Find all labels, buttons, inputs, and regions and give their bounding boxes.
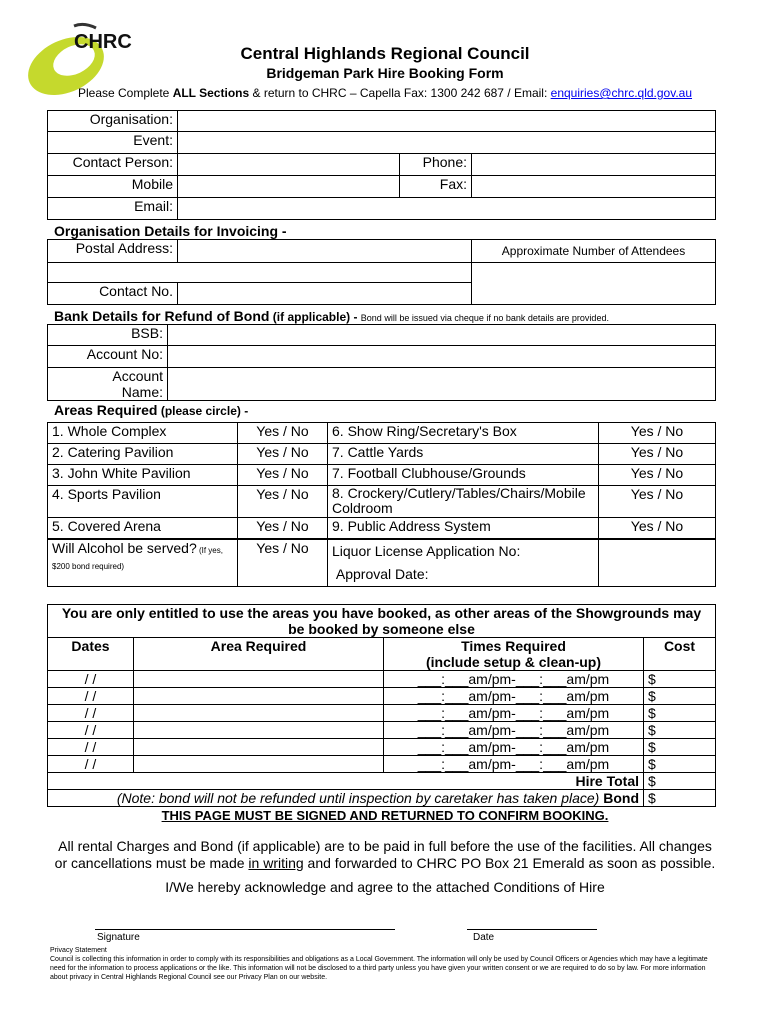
time-field[interactable]: ___:___am/pm-___:___am/pm [384,756,644,773]
contact-no-field[interactable] [178,283,472,305]
phone-label: Phone: [400,154,472,176]
yes-no[interactable]: Yes / No [238,486,328,518]
instructions: Please Complete ALL Sections & return to CHRC – Capella Fax: 1300 242 687 / Email: enquiries@chrc.qld.gov.au [77,86,693,100]
cost-field[interactable]: $ [644,722,716,739]
account-no-label: Account No: [48,346,168,368]
council-name: Central Highlands Regional Council [240,44,530,63]
yes-no[interactable]: Yes / No [599,444,716,465]
date-field[interactable]: / / [48,722,134,739]
event-label: Event: [48,132,178,154]
attendees-label: Approximate Number of Attendees [472,240,716,263]
contact-no-label: Contact No. [48,283,178,305]
email-label: Email: [48,198,178,220]
bookings-table [47,604,716,807]
alcohol-yes-no[interactable]: Yes / No [238,539,328,587]
bond-label: (Note: bond will not be refunded until inspection by caretaker has taken place) Bond [48,790,644,807]
cost-field[interactable]: $ [644,671,716,688]
yes-no[interactable]: Yes / No [238,444,328,465]
bank-table [47,324,716,401]
area-field[interactable] [134,722,384,739]
cost-field[interactable]: $ [644,756,716,773]
yes-no[interactable]: Yes / No [599,465,716,486]
time-field[interactable]: ___:___am/pm-___:___am/pm [384,705,644,722]
yes-no[interactable]: Yes / No [238,423,328,444]
areas-table [47,422,716,587]
payment-terms: All rental Charges and Bond (if applicable) are to be paid in full before the use of the facilities. All changes or cancellations must be made in writing and forwarded to CHRC PO Box 21 Emerald as soon as possible. [54,838,716,871]
date-field[interactable]: / / [48,756,134,773]
area-item: 6. Show Ring/Secretary's Box [328,423,599,444]
bsb-label: BSB: [48,325,168,346]
yes-no[interactable]: Yes / No [238,465,328,486]
area-item: 5. Covered Arena [48,518,238,539]
organisation-field[interactable] [178,111,716,132]
liquor-field[interactable] [599,539,716,587]
email-link[interactable]: enquiries@chrc.qld.gov.au [550,86,693,100]
organisation-label: Organisation: [48,111,178,132]
logo-text: CHRC [74,31,132,53]
area-field[interactable] [134,688,384,705]
area-item: 7. Cattle Yards [328,444,599,465]
time-field[interactable]: ___:___am/pm-___:___am/pm [384,739,644,756]
yes-no[interactable]: Yes / No [599,486,716,518]
privacy-statement: Privacy Statement Council is collecting this information in order to comply with its responsibilities and obligations as a Local Government. The information will only be used by Council Officers or Agencies which may have a legitimate need for the information to process applications or the like. This information will not be disclosed to a third party unless you have given your written consent or we are required to do so by law. For more information about privacy in Central Highlands Regional Council see our Privacy Plan on our website. [50,947,708,981]
postal-field-2[interactable] [48,263,472,283]
bank-heading: Bank Details for Refund of Bond (if applicable) - Bond will be issued via cheque if no bank details are provided. [54,308,609,324]
postal-label: Postal Address: [48,240,178,263]
areas-heading: Areas Required (please circle) - [54,402,249,418]
bsb-field[interactable] [168,325,716,346]
col-area: Area Required [134,638,384,671]
cost-field[interactable]: $ [644,705,716,722]
account-name-label: Account Name: [48,368,168,401]
col-dates: Dates [48,638,134,671]
contact-person-label: Contact Person: [48,154,178,176]
area-item: 3. John White Pavilion [48,465,238,486]
cost-field[interactable]: $ [644,739,716,756]
signature-line[interactable] [95,929,395,930]
yes-no[interactable]: Yes / No [599,518,716,539]
col-cost: Cost [644,638,716,671]
phone-field[interactable] [472,154,716,176]
account-no-field[interactable] [168,346,716,368]
area-field[interactable] [134,705,384,722]
date-field[interactable]: / / [48,671,134,688]
date-label: Date [473,932,495,943]
alcohol-label: Will Alcohol be served? (If yes, $200 bond required) [48,539,238,587]
date-field[interactable]: / / [48,739,134,756]
contact-table [47,110,716,220]
booking-notice: You are only entitled to use the areas you have booked, as other areas of the Showgrounds may be booked by someone else [48,605,716,638]
yes-no[interactable]: Yes / No [599,423,716,444]
fax-field[interactable] [472,176,716,198]
area-item: 1. Whole Complex [48,423,238,444]
area-item: 9. Public Address System [328,518,599,539]
invoicing-heading: Organisation Details for Invoicing - [54,223,287,239]
date-line[interactable] [467,929,597,930]
postal-field[interactable] [178,240,472,263]
yes-no[interactable]: Yes / No [238,518,328,539]
mobile-label: Mobile [48,176,178,198]
area-item: 7. Football Clubhouse/Grounds [328,465,599,486]
bond-field[interactable]: $ [644,790,716,807]
acknowledge-text: I/We hereby acknowledge and agree to the attached Conditions of Hire [165,879,605,895]
form-title: Bridgeman Park Hire Booking Form [266,65,504,81]
time-field[interactable]: ___:___am/pm-___:___am/pm [384,671,644,688]
date-field[interactable]: / / [48,705,134,722]
event-field[interactable] [178,132,716,154]
area-field[interactable] [134,756,384,773]
mobile-field[interactable] [178,176,400,198]
invoicing-table [47,239,716,305]
date-field[interactable]: / / [48,688,134,705]
signature-label: Signature [97,932,140,943]
email-field[interactable] [178,198,716,220]
col-times: Times Required (include setup & clean-up) [384,638,644,671]
area-item: 8. Crockery/Cutlery/Tables/Chairs/Mobile Coldroom [328,486,599,518]
cost-field[interactable]: $ [644,688,716,705]
fax-label: Fax: [400,176,472,198]
area-item: 4. Sports Pavilion [48,486,238,518]
hire-total-label: Hire Total [48,773,644,790]
attendees-field[interactable] [472,263,716,305]
must-sign-notice: THIS PAGE MUST BE SIGNED AND RETURNED TO CONFIRM BOOKING. [161,808,609,823]
liquor-license: Liquor License Application No: Approval Date: [328,539,599,587]
area-field[interactable] [134,739,384,756]
hire-total-field[interactable]: $ [644,773,716,790]
area-item: 2. Catering Pavilion [48,444,238,465]
time-field[interactable]: ___:___am/pm-___:___am/pm [384,722,644,739]
time-field[interactable]: ___:___am/pm-___:___am/pm [384,688,644,705]
area-field[interactable] [134,671,384,688]
account-name-field[interactable] [168,368,716,401]
contact-person-field[interactable] [178,154,400,176]
